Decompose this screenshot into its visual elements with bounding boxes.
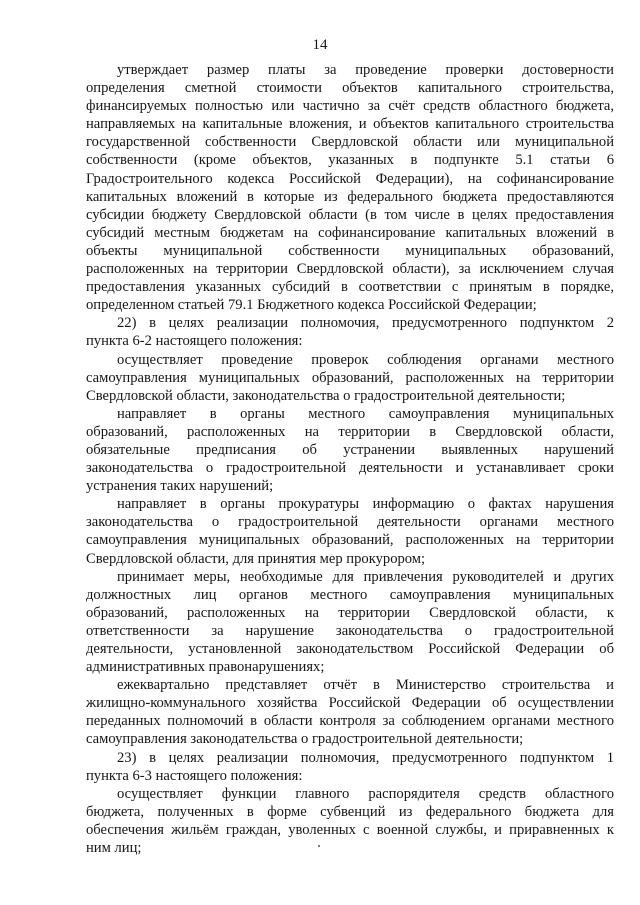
text-line: образований, расположенных на территории Свердловской области, к	[86, 604, 614, 621]
text-line: предоставления указанных субсидий в соответствии с принятым в порядке,	[86, 279, 614, 296]
text-line: направляемых на капитальные вложения, и объектов капитального строительства	[86, 116, 614, 133]
text-line: объекты муниципальной собственности муниципальных образований,	[86, 242, 614, 259]
text-line: субсидии бюджету Свердловской области (в том числе в целях предоставления	[86, 206, 614, 223]
scan-speck	[318, 845, 320, 847]
page-number: 14	[312, 37, 328, 53]
text-line: пункта 6-2 настоящего положения:	[86, 333, 303, 350]
text-line: 22) в целях реализации полномочия, предусмотренного подпунктом 2	[117, 315, 614, 332]
text-line: законодательства о градостроительной деятельности и устанавливает сроки	[86, 460, 614, 477]
text-line: определенном статьей 79.1 Бюджетного кодекса Российской Федерации;	[86, 297, 537, 314]
text-line: Свердловской области, для принятия мер прокурором;	[86, 550, 426, 567]
text-line: законодательства о градостроительной деятельности органами местного	[86, 514, 614, 531]
text-line: устранения таких нарушений;	[86, 478, 274, 495]
text-line: Градостроительного кодекса Российской Федерации), на софинансирование	[86, 170, 614, 187]
text-line: ежеквартально представляет отчёт в Министерство строительства и	[117, 677, 614, 694]
text-line: принимает меры, необходимые для привлечения руководителей и других	[117, 568, 614, 585]
text-line: деятельности, установленной законодательством Российской Федерации об	[86, 641, 614, 657]
text-line: пункта 6-3 настоящего положения:	[86, 767, 303, 784]
text-line: бюджета, полученных в форме субвенций из федерального бюджета для	[86, 803, 614, 820]
text-line: осуществляет проведение проверок соблюдения органами местного	[117, 351, 614, 368]
text-line: самоуправления законодательства о градостроительной деятельности;	[86, 731, 524, 748]
text-line: самоуправления муниципальных образований, расположенных на территории	[86, 532, 614, 549]
text-line: расположенных на территории Свердловской области), за исключением случая	[86, 261, 614, 278]
text-line: направляет в органы прокуратуры информацию о фактах нарушения	[117, 496, 614, 513]
text-line: Свердловской области, законодательства о градостроительной деятельности;	[86, 387, 566, 404]
text-line: ответственности за нарушение законодательства о градостроительной	[86, 622, 614, 639]
text-line: переданных полномочий в области контроля за соблюдением органами местного	[86, 713, 614, 730]
text-line: осуществляет функции главного распорядителя средств областного	[117, 785, 614, 802]
text-line: собственности (кроме объектов, указанных в подпункте 5.1 статьи 6	[86, 152, 614, 169]
document-body	[86, 61, 614, 857]
text-line: образований, расположенных на территории в Свердловской области,	[86, 423, 614, 440]
text-line: финансируемых полностью или частично за счёт средств областного бюджета,	[86, 98, 614, 115]
text-line: 23) в целях реализации полномочия, предусмотренного подпунктом 1	[117, 749, 614, 766]
text-line: субсидий местным бюджетам на софинансирование капитальных вложений в	[86, 224, 614, 241]
text-line: ним лиц;	[86, 840, 142, 857]
text-line: жилищно-коммунального хозяйства Российской Федерации об осуществлении	[86, 695, 614, 712]
text-line: капитальных вложений в которые из федерального бюджета предоставляются	[86, 188, 614, 205]
text-line: государственной собственности Свердловской области или муниципальной	[86, 134, 614, 151]
text-line: самоуправления муниципальных образований, расположенных на территории	[86, 369, 614, 386]
text-line: утверждает размер платы за проведение проверки достоверности	[117, 62, 614, 78]
text-line: определения сметной стоимости объектов капитального строительства,	[86, 80, 614, 97]
text-line: направляет в органы местного самоуправления муниципальных	[117, 405, 614, 422]
text-line: обеспечения жильём граждан, уволенных с военной службы, и приравненных к	[86, 821, 614, 838]
text-line: должностных лиц органов местного самоуправления муниципальных	[86, 586, 614, 603]
text-line: административных правонарушениях;	[86, 659, 325, 676]
text-line: обязательные предписания об устранении выявленных нарушений	[86, 441, 614, 458]
